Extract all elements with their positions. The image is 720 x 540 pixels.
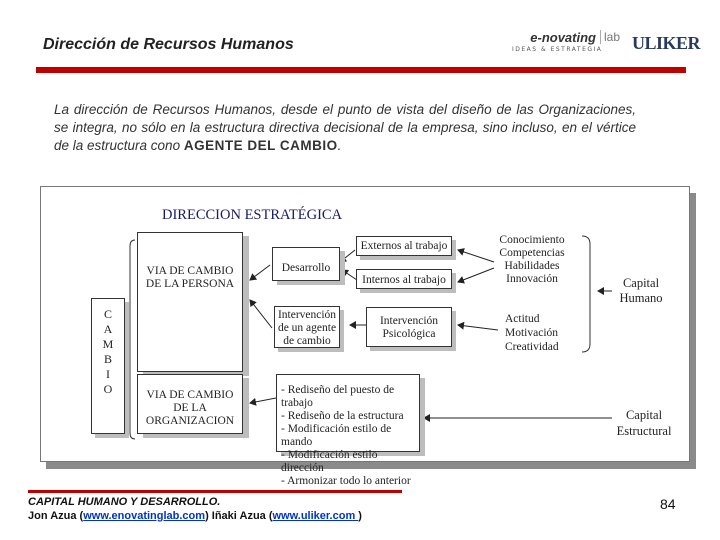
intervencion-agente-label: Intervención de un agente de cambio	[277, 309, 337, 347]
actitud-item: Actitud	[505, 313, 540, 325]
intro-end: .	[337, 138, 342, 153]
footer-credits-b: ) Iñaki Azua (	[205, 510, 273, 522]
actitud-item: Creatividad	[505, 341, 559, 353]
intervencion-psicologica-label: Intervención Psicológica	[379, 315, 439, 340]
page-number: 84	[660, 496, 676, 512]
desarrollo-box	[272, 247, 340, 281]
conocimiento-item: Innovación	[506, 273, 558, 285]
capital-estructural	[606, 407, 682, 439]
via-organizacion-box	[137, 374, 243, 434]
rediseno-item: - Rediseño del puesto de trabajo	[281, 384, 395, 409]
footer-credits-c: )	[358, 510, 362, 522]
uliker-link[interactable]: www.uliker.com	[272, 510, 359, 522]
cambio-box	[91, 298, 125, 434]
rediseno-item: - Armonizar todo lo anterior	[281, 475, 411, 487]
cambio-letter: A	[103, 322, 113, 336]
capital-humano-line: Humano	[619, 291, 663, 305]
capital-estructural-line: Estructural	[616, 424, 672, 438]
page-title: Dirección de Recursos Humanos	[43, 36, 294, 53]
footer-title: CAPITAL HUMANO Y DESARROLLO.	[28, 496, 221, 508]
conocimiento-list	[492, 234, 572, 286]
cambio-letter: O	[103, 382, 113, 396]
conocimiento-item: Habilidades	[504, 260, 560, 272]
intro-emphasis: AGENTE DEL CAMBIO	[183, 138, 338, 153]
intervencion-psicologica-box	[366, 307, 452, 347]
capital-humano	[606, 276, 676, 306]
internos-box	[356, 269, 452, 289]
uliker-logo: ULIKER	[632, 33, 701, 53]
internos-label: Internos al trabajo	[362, 274, 446, 286]
conocimiento-item: Competencias	[499, 247, 565, 259]
actitud-list	[505, 312, 585, 354]
footer-credits	[28, 510, 362, 522]
rediseno-item: - Modificación estilo de mando	[281, 423, 392, 448]
via-persona-label: VIA DE CAMBIO DE LA PERSONA	[145, 265, 235, 290]
cambio-letter: M	[102, 337, 114, 351]
footer-divider	[28, 490, 402, 493]
actitud-item: Motivación	[505, 327, 559, 339]
conocimiento-item: Conocimiento	[499, 234, 565, 246]
diagram-heading: DIRECCION ESTRATÉGICA	[162, 207, 343, 223]
capital-humano-line: Capital	[622, 276, 660, 290]
cambio-letter: C	[103, 307, 112, 321]
rediseno-item: - Rediseño de la estructura	[281, 410, 404, 422]
rediseno-box	[276, 374, 420, 487]
externos-label: Externos al trabajo	[360, 240, 448, 252]
via-organizacion-label: VIA DE CAMBIO DE LA ORGANIZACION	[145, 389, 235, 427]
cambio-letter: B	[103, 352, 112, 366]
intro-text: La dirección de Recursos Humanos, desde el punto de vista del diseño de las Organizaciones, se integra, no sólo en la estructura directiva decisional de la empresa, sino incluso, en el vértice de la estructura cono	[54, 102, 636, 153]
cambio-letter: I	[106, 367, 110, 381]
enovatinglab-link[interactable]: www.enovatinglab.com	[83, 510, 206, 522]
intervencion-agente-box	[274, 306, 340, 348]
externos-box	[356, 236, 452, 256]
enovating-logo-text: e-novating	[530, 30, 596, 45]
via-persona-box	[137, 232, 243, 372]
enovating-logo-lab: lab	[600, 30, 620, 44]
enovating-logo-tagline: IDEAS & ESTRATEGIA	[512, 46, 603, 53]
left-bracket	[130, 240, 135, 439]
rediseno-item: - Modificación estilo dirección	[281, 449, 378, 474]
desarrollo-label: Desarrollo	[281, 262, 331, 274]
capital-estructural-line: Capital	[625, 408, 663, 422]
footer-credits-a: Jon Azua (	[28, 510, 84, 522]
